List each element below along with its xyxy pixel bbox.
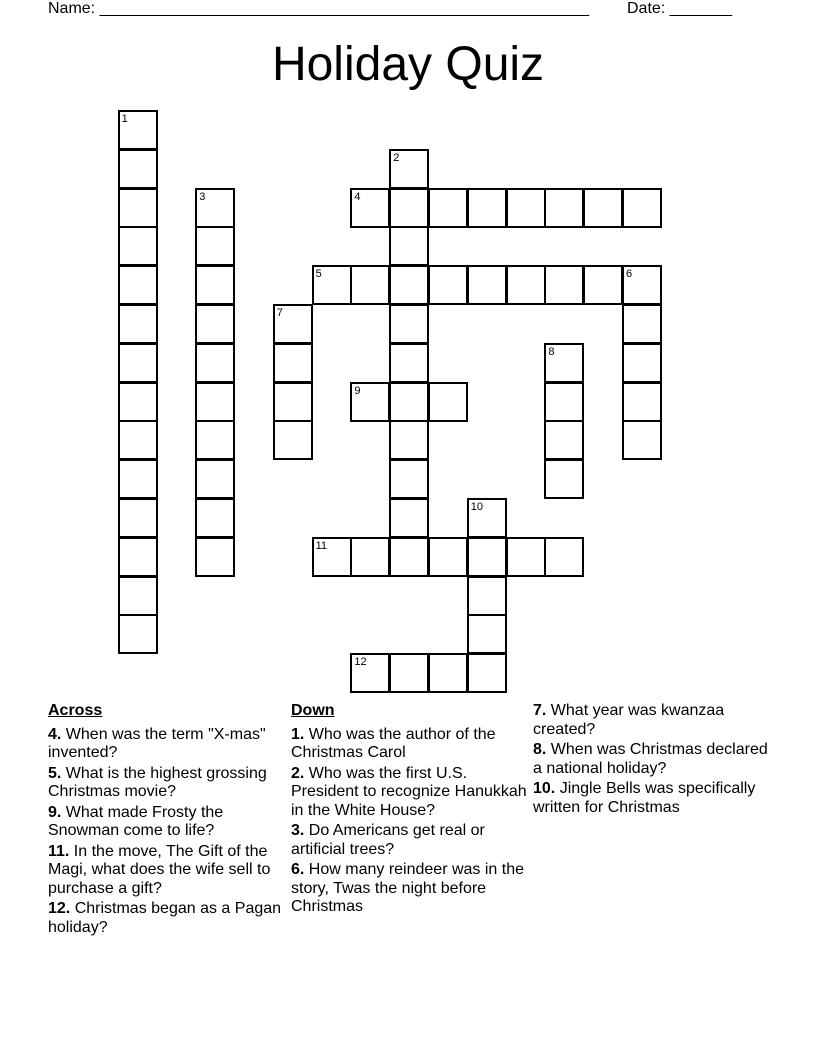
crossword-cell[interactable] <box>428 265 468 305</box>
clue-number: 5. <box>48 764 62 782</box>
crossword-cell[interactable] <box>544 188 584 228</box>
cell-number: 3 <box>199 190 206 203</box>
clue-number: 6. <box>291 861 305 878</box>
crossword-cell[interactable] <box>118 498 158 538</box>
crossword-cell[interactable] <box>195 420 235 460</box>
clue-text: When was the term "X-mas" invented? <box>48 725 266 761</box>
clue-item <box>291 822 527 859</box>
crossword-cell[interactable] <box>195 265 235 305</box>
crossword-cell[interactable] <box>428 653 468 693</box>
clue-item <box>291 726 527 763</box>
crossword-cell[interactable] <box>622 382 662 422</box>
crossword-cell[interactable] <box>622 265 662 305</box>
crossword-cell[interactable] <box>583 265 623 305</box>
crossword-cell[interactable] <box>389 188 429 228</box>
crossword-cell[interactable] <box>118 226 158 266</box>
clue-number: 3. <box>291 822 305 839</box>
crossword-cell[interactable] <box>428 537 468 577</box>
crossword-cell[interactable] <box>312 265 352 305</box>
cell-number: 9 <box>354 384 361 397</box>
crossword-cell[interactable] <box>350 653 390 693</box>
clue-number: 11. <box>48 842 70 860</box>
crossword-cell[interactable] <box>428 382 468 422</box>
across-heading: Across <box>48 702 103 719</box>
crossword-cell[interactable] <box>118 420 158 460</box>
crossword-cell[interactable] <box>467 653 507 693</box>
name-field-label: Name: _______________________________________________________ <box>48 0 589 17</box>
date-field-label: Date: _______ <box>627 0 732 17</box>
crossword-cell[interactable] <box>195 226 235 266</box>
crossword-cell[interactable] <box>506 537 546 577</box>
down-heading: Down <box>291 702 335 719</box>
crossword-cell[interactable] <box>467 188 507 228</box>
clue-item <box>533 702 769 739</box>
crossword-cell[interactable] <box>118 537 158 577</box>
crossword-cell[interactable] <box>312 537 352 577</box>
cell-number: 4 <box>354 190 361 203</box>
cell-number: 10 <box>470 501 484 513</box>
crossword-cell[interactable] <box>273 304 313 344</box>
cell-number: 6 <box>626 268 633 281</box>
crossword-cell[interactable] <box>195 537 235 577</box>
clue-text: What year was kwanzaa created? <box>533 702 725 738</box>
clue-item <box>48 804 284 841</box>
crossword-cell[interactable] <box>622 304 662 344</box>
clue-item <box>291 765 527 821</box>
crossword-cell[interactable] <box>118 265 158 305</box>
crossword-cell[interactable] <box>622 420 662 460</box>
crossword-cell[interactable] <box>118 188 158 228</box>
crossword-cell[interactable] <box>350 382 390 422</box>
crossword-cell[interactable] <box>544 382 584 422</box>
clue-text: Who was the first U.S. President to recognize Hanukkah in the White House? <box>291 764 527 819</box>
crossword-cell[interactable] <box>467 537 507 577</box>
crossword-cell[interactable] <box>195 459 235 499</box>
crossword-cell[interactable] <box>350 265 390 305</box>
clue-item <box>291 861 527 917</box>
clue-item <box>48 765 284 802</box>
down-clues-continued <box>533 702 769 819</box>
crossword-cell[interactable] <box>389 304 429 344</box>
crossword-cell[interactable] <box>118 576 158 616</box>
clue-number: 12. <box>48 900 71 917</box>
crossword-cell[interactable] <box>389 382 429 422</box>
crossword-cell[interactable] <box>622 188 662 228</box>
crossword-cell[interactable] <box>544 343 584 383</box>
clue-text: Do Americans get real or artificial trees? <box>291 822 485 858</box>
clue-item <box>48 843 284 899</box>
crossword-cell[interactable] <box>195 343 235 383</box>
crossword-cell[interactable] <box>389 537 429 577</box>
clue-text: What is the highest grossing Christmas movie? <box>48 764 267 800</box>
cell-number: 5 <box>315 268 322 281</box>
clue-text: When was Christmas declared a national holiday? <box>533 741 768 777</box>
clue-number: 2. <box>291 764 305 782</box>
crossword-cell[interactable] <box>195 498 235 538</box>
crossword-cell[interactable] <box>544 537 584 577</box>
clue-number: 7. <box>533 702 547 719</box>
crossword-cell[interactable] <box>350 537 390 577</box>
crossword-cell[interactable] <box>544 459 584 499</box>
across-clues <box>48 702 284 939</box>
crossword-cell[interactable] <box>389 149 429 189</box>
crossword-cell[interactable] <box>389 420 429 460</box>
crossword-cell[interactable] <box>350 188 390 228</box>
crossword-cell[interactable] <box>544 420 584 460</box>
clue-text: How many reindeer was in the story, Twas the night before Christmas <box>291 861 524 915</box>
cell-number: 11 <box>315 539 328 552</box>
crossword-cell[interactable] <box>506 188 546 228</box>
clue-text: Who was the author of the Christmas Carol <box>291 725 496 761</box>
clue-number: 9. <box>48 803 62 821</box>
cell-number: 1 <box>121 113 128 125</box>
crossword-cell[interactable] <box>389 498 429 538</box>
crossword-cell[interactable] <box>118 304 158 344</box>
crossword-cell[interactable] <box>583 188 623 228</box>
clue-number: 1. <box>291 725 305 743</box>
crossword-cell[interactable] <box>118 110 158 150</box>
crossword-cell[interactable] <box>195 188 235 228</box>
clue-item <box>533 741 769 778</box>
crossword-cell[interactable] <box>544 265 584 305</box>
crossword-cell[interactable] <box>467 265 507 305</box>
crossword-cell[interactable] <box>273 343 313 383</box>
crossword-cell[interactable] <box>118 614 158 654</box>
page-title: Holiday Quiz <box>271 38 545 91</box>
crossword-cell[interactable] <box>195 382 235 422</box>
crossword-cell[interactable] <box>389 265 429 305</box>
clue-item <box>533 780 769 817</box>
crossword-cell[interactable] <box>389 653 429 693</box>
clue-text: In the move, The Gift of the Magi, what does the wife sell to purchase a gift? <box>48 842 271 897</box>
crossword-cell[interactable] <box>273 382 313 422</box>
cell-number: 2 <box>393 151 400 164</box>
crossword-cell[interactable] <box>506 265 546 305</box>
cell-number: 12 <box>354 656 367 669</box>
crossword-cell[interactable] <box>273 420 313 460</box>
crossword-cell[interactable] <box>118 149 158 189</box>
crossword-cell[interactable] <box>428 188 468 228</box>
crossword-cell[interactable] <box>118 459 158 499</box>
cell-number: 8 <box>548 345 555 358</box>
clue-number: 8. <box>533 741 547 758</box>
clue-text: Christmas began as a Pagan holiday? <box>48 900 282 936</box>
crossword-cell[interactable] <box>195 304 235 344</box>
crossword-cell[interactable] <box>467 498 507 538</box>
clue-text: Jingle Bells was specifically written for Christmas <box>533 780 756 816</box>
crossword-cell[interactable] <box>467 576 507 616</box>
crossword-cell[interactable] <box>118 382 158 422</box>
clue-number: 4. <box>48 725 62 743</box>
crossword-cell[interactable] <box>118 343 158 383</box>
cell-number: 7 <box>276 307 283 319</box>
crossword-cell[interactable] <box>389 343 429 383</box>
clue-item <box>48 726 284 763</box>
crossword-cell[interactable] <box>467 614 507 654</box>
crossword-cell[interactable] <box>389 459 429 499</box>
clue-number: 10. <box>533 780 556 797</box>
clue-item <box>48 900 284 937</box>
crossword-cell[interactable] <box>389 226 429 266</box>
clue-text: What made Frosty the Snowman come to life? <box>48 803 224 839</box>
crossword-cell[interactable] <box>622 343 662 383</box>
down-clues <box>291 702 527 919</box>
